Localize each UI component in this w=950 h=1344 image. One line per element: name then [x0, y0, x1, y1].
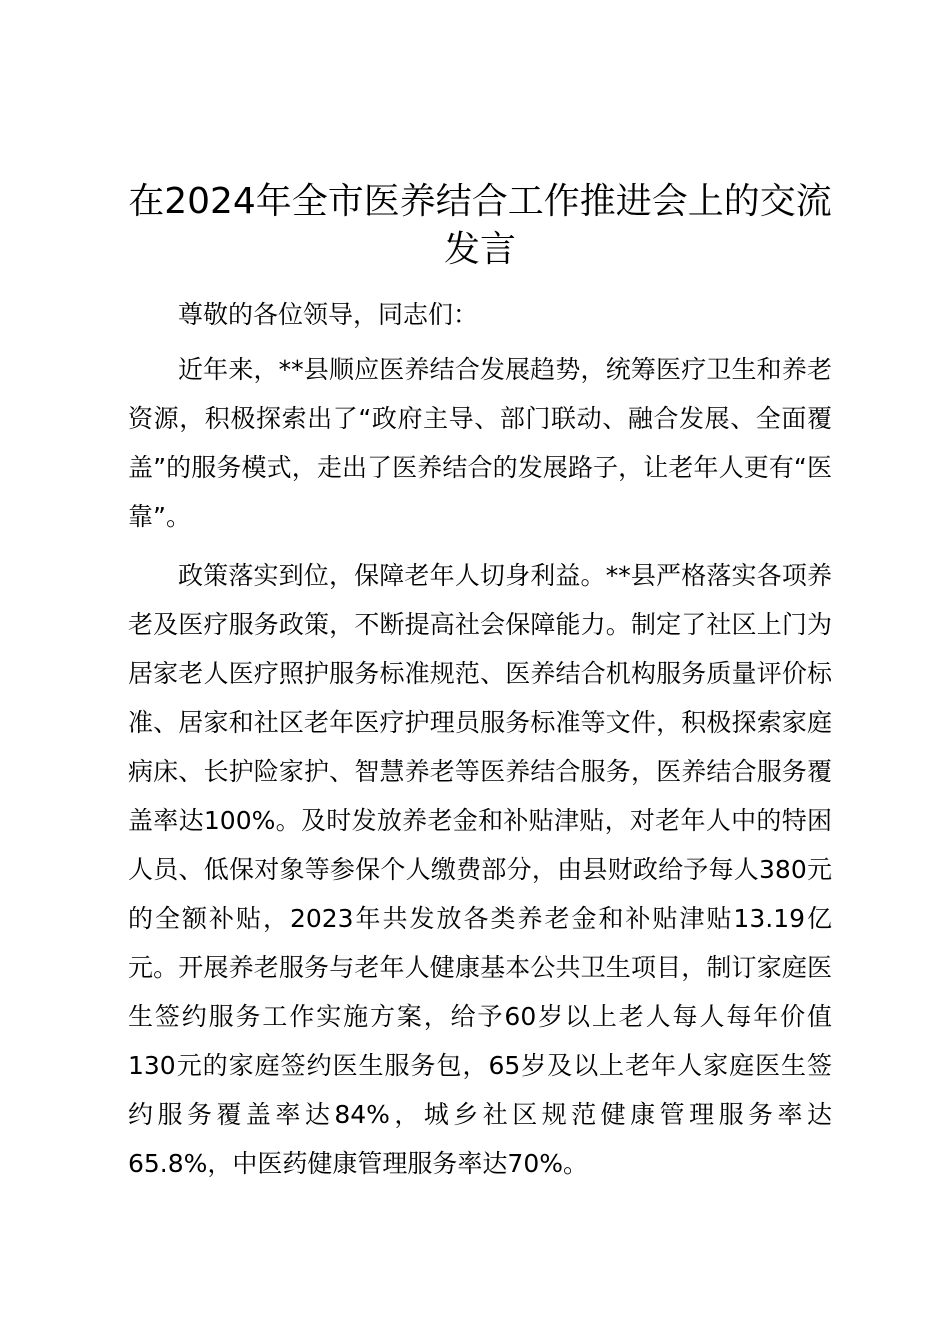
document-title: 在2024年全市医养结合工作推进会上的交流发言	[128, 181, 832, 270]
salutation: 尊敬的各位领导，同志们：	[178, 300, 479, 329]
paragraph-policy: 政策落实到位，保障老年人切身利益。**县严格落实各项养老及医疗服务政策，不断提高社会保障能力。制定了社区上门为居家老人医疗照护服务标准规范、医养结合机构服务质量评价标准、居家和社区老年医疗护理员服务标准等文件，积极探索家庭病床、长护险家护、智慧养老等医养结合服务，医养结合服务覆盖率达100%。及时发放养老金和补贴津贴，对老年人中的特困人员、低保对象等参保个人缴费部分，由县财政给予每人380元的全额补贴，2023年共发放各类养老金和补贴津贴13.19亿元。开展养老服务与老年人健康基本公共卫生项目，制订家庭医生签约服务工作实施方案，给予60岁以上老人每人每年价值130元的家庭签约医生服务包，65岁及以上老年人家庭医生签约服务覆盖率达84%，城乡社区规范健康管理服务率达65.8%，中医药健康管理服务率达70%。	[128, 561, 832, 1178]
document-body	[128, 290, 832, 1188]
document-page	[128, 178, 832, 1188]
paragraph-intro: 近年来，**县顺应医养结合发展趋势，统筹医疗卫生和养老资源，积极探索出了“政府主导、部门联动、融合发展、全面覆盖”的服务模式，走出了医养结合的发展路子，让老年人更有“医靠”。	[128, 355, 832, 531]
